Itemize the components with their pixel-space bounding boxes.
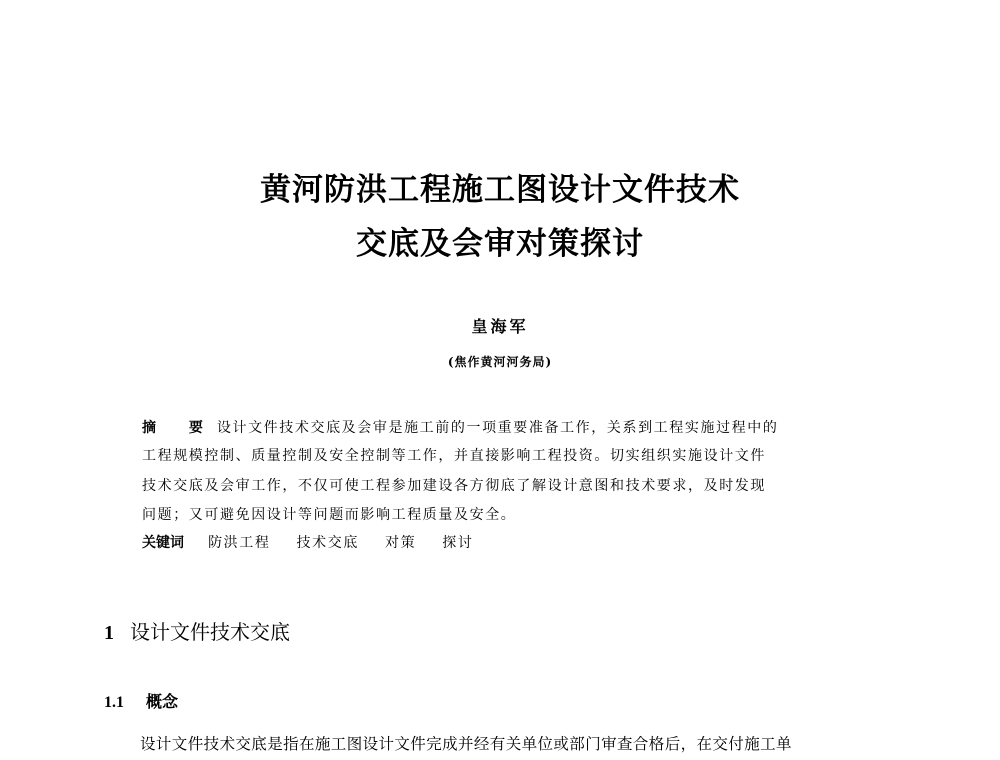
keywords-line [142, 531, 862, 555]
keyword-item: 探讨 [442, 535, 474, 551]
paper-title-line1: 黄河防洪工程施工图设计文件技术 [260, 172, 740, 208]
subsection-title: 概念 [146, 692, 179, 711]
section-heading-1 [104, 618, 290, 647]
abstract-line-1 [142, 416, 862, 440]
section-number: 1 [104, 622, 114, 644]
abstract-line-4: 问题；又可避免因设计等问题而影响工程质量及安全。 [142, 507, 517, 523]
keyword-item: 技术交底 [296, 535, 359, 551]
author-affiliation: (焦作黄河河务局) [447, 355, 553, 369]
subsection-heading-1-1 [104, 690, 178, 715]
abstract-text-1: 设计文件技术交底及会审是施工前的一项重要准备工作，关系到工程实施过程中的 [216, 420, 779, 436]
subsection-number: 1.1 [104, 694, 124, 711]
paper-title-line2: 交底及会审对策探讨 [356, 226, 644, 262]
section-title: 设计文件技术交底 [130, 620, 290, 644]
keywords-label: 关键词 [142, 535, 184, 551]
abstract-line-2: 工程规模控制、质量控制及安全控制等工作，并直接影响工程投资。切实组织实施设计文件 [142, 448, 766, 464]
keyword-item: 防洪工程 [208, 535, 271, 551]
keyword-item: 对策 [385, 535, 417, 551]
author-name: 皇海军 [471, 317, 529, 336]
abstract-label: 摘 要 [142, 420, 217, 436]
abstract-line-3: 技术交底及会审工作，不仅可使工程参加建设各方彻底了解设计意图和技术要求，及时发现 [142, 478, 766, 494]
body-paragraph-line: 设计文件技术交底是指在施工图设计文件完成并经有关单位或部门审查合格后，在交付施工单 [140, 735, 792, 753]
